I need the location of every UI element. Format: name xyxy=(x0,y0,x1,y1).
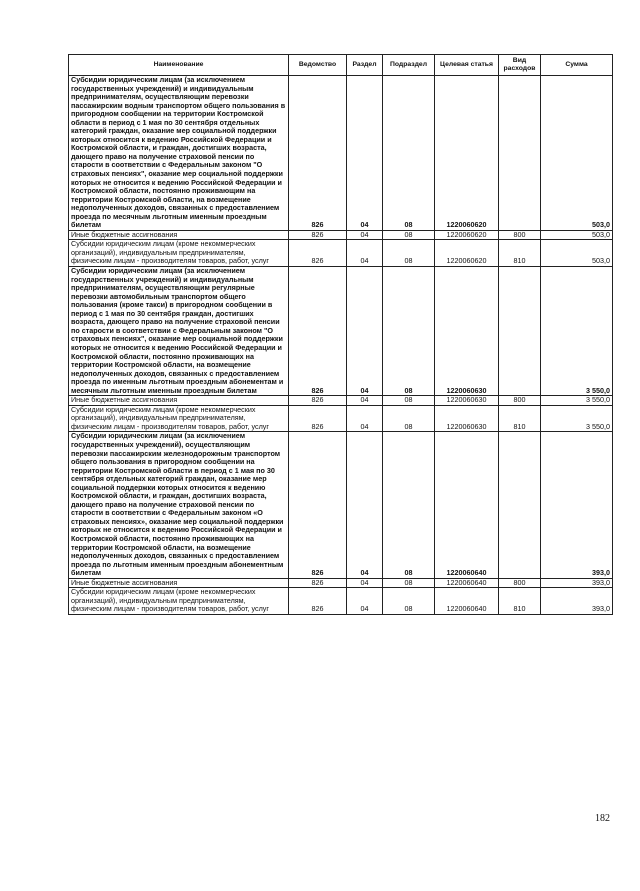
cell-target-article: 1220060640 xyxy=(435,432,499,578)
cell-sum: 3 550,0 xyxy=(541,405,613,432)
cell-sum: 393,0 xyxy=(541,432,613,578)
cell-subsection: 08 xyxy=(383,588,435,615)
cell-name: Иные бюджетные ассигнования xyxy=(69,396,289,406)
cell-subsection: 08 xyxy=(383,76,435,231)
cell-expense-type: 800 xyxy=(499,230,541,240)
cell-department: 826 xyxy=(289,267,347,396)
cell-sum: 503,0 xyxy=(541,230,613,240)
header-subsection: Подраздел xyxy=(383,55,435,76)
cell-name: Субсидии юридическим лицам (за исключением государственных учреждений), осуществляющим перевозки пассажирским железнодорожным транспортом общего пользования в пригородном сообщении на территории Костромской области в период с 1 мая по 30 сентября отдельных категорий граждан, оказание мер социальной поддержки которых относится к ведению Костромской области, и граждан, достигших возраста, дающего право на получение страховой пенсии по старости в соответствии с Федеральным законом «О страховых пенсиях», оказание мер социальной поддержки которых не относится к ведению Российской Федерации и Костромской области, постоянно проживающих на территории Костромской области, на возмещение недополученных доходов, связанных с предоставлением проезда по льготным именным проездным абонементным билетам xyxy=(69,432,289,578)
cell-subsection: 08 xyxy=(383,432,435,578)
table-body xyxy=(69,76,613,615)
table-row xyxy=(69,396,613,406)
cell-sum: 3 550,0 xyxy=(541,396,613,406)
header-name: Наименование xyxy=(69,55,289,76)
table-row xyxy=(69,588,613,615)
cell-name: Иные бюджетные ассигнования xyxy=(69,230,289,240)
table-row xyxy=(69,240,613,267)
table-row xyxy=(69,405,613,432)
cell-department: 826 xyxy=(289,432,347,578)
cell-sum: 503,0 xyxy=(541,76,613,231)
cell-name: Субсидии юридическим лицам (за исключением государственных учреждений) и индивидуальным предпринимателям, осуществляющим перевозки пассажирским водным транспортом общего пользования в пригородном сообщении на территории Костромской области в период с 1 мая по 30 сентября отдельных категорий граждан, оказание мер социальной поддержки которых относится к ведению Российской Федерации и Костромской области, и граждан, достигших возраста, дающего право на получение страховой пенсии по старости в соответствии с Федеральным законом "О страховых пенсиях", оказание мер социальной поддержки которых не относится к ведению Российской Федерации и Костромской области, постоянно проживающим на территории Костромской области, на возмещение недополученных доходов, связанных с предоставлением проезда по месячным льготным именным проездным билетам xyxy=(69,76,289,231)
cell-target-article: 1220060630 xyxy=(435,396,499,406)
page-number: 182 xyxy=(595,813,610,824)
cell-subsection: 08 xyxy=(383,578,435,588)
cell-target-article: 1220060640 xyxy=(435,578,499,588)
cell-expense-type: 810 xyxy=(499,588,541,615)
cell-subsection: 08 xyxy=(383,267,435,396)
cell-subsection: 08 xyxy=(383,240,435,267)
cell-name: Субсидии юридическим лицам (кроме некоммерческих организаций), индивидуальным предпринимателям, физическим лицам - производителям товаров, работ, услуг xyxy=(69,240,289,267)
cell-target-article: 1220060630 xyxy=(435,405,499,432)
table-row xyxy=(69,76,613,231)
table-row xyxy=(69,578,613,588)
cell-section: 04 xyxy=(347,578,383,588)
cell-section: 04 xyxy=(347,240,383,267)
cell-subsection: 08 xyxy=(383,405,435,432)
cell-expense-type: 800 xyxy=(499,396,541,406)
header-expense-type: Вид расходов xyxy=(499,55,541,76)
cell-section: 04 xyxy=(347,588,383,615)
cell-department: 826 xyxy=(289,396,347,406)
cell-expense-type: 810 xyxy=(499,405,541,432)
cell-section: 04 xyxy=(347,432,383,578)
budget-table xyxy=(68,54,613,615)
cell-name: Иные бюджетные ассигнования xyxy=(69,578,289,588)
cell-section: 04 xyxy=(347,267,383,396)
cell-sum: 393,0 xyxy=(541,578,613,588)
cell-sum: 503,0 xyxy=(541,240,613,267)
cell-target-article: 1220060620 xyxy=(435,76,499,231)
cell-section: 04 xyxy=(347,405,383,432)
cell-expense-type: 810 xyxy=(499,240,541,267)
cell-expense-type xyxy=(499,76,541,231)
cell-subsection: 08 xyxy=(383,396,435,406)
header-sum: Сумма xyxy=(541,55,613,76)
cell-name: Субсидии юридическим лицам (за исключением государственных учреждений) и индивидуальным предпринимателям, осуществляющим регулярные перевозки автомобильным транспортом общего пользования (кроме такси) в пригородном сообщении в период с 1 мая по 30 сентября граждан, достигших возраста, дающего право на получение страховой пенсии по старости в соответствии с Федеральным законом "О страховых пенсиях", оказание мер социальной поддержки которых не относится к ведению Российской Федерации и Костромской области, постоянно проживающих на территории Костромской области, на возмещение недополученных доходов, связанных с предоставлением проезда по именным льготным проездным абонементам и месячным льготным именным проездным билетам xyxy=(69,267,289,396)
cell-department: 826 xyxy=(289,578,347,588)
header-department: Ведомство xyxy=(289,55,347,76)
cell-section: 04 xyxy=(347,396,383,406)
cell-expense-type: 800 xyxy=(499,578,541,588)
cell-department: 826 xyxy=(289,76,347,231)
cell-sum: 393,0 xyxy=(541,588,613,615)
table-row xyxy=(69,267,613,396)
cell-department: 826 xyxy=(289,230,347,240)
cell-expense-type xyxy=(499,432,541,578)
cell-name: Субсидии юридическим лицам (кроме некоммерческих организаций), индивидуальным предпринимателям, физическим лицам - производителям товаров, работ, услуг xyxy=(69,405,289,432)
cell-target-article: 1220060620 xyxy=(435,230,499,240)
cell-expense-type xyxy=(499,267,541,396)
cell-sum: 3 550,0 xyxy=(541,267,613,396)
cell-section: 04 xyxy=(347,76,383,231)
header-target-article: Целевая статья xyxy=(435,55,499,76)
cell-department: 826 xyxy=(289,405,347,432)
cell-target-article: 1220060630 xyxy=(435,267,499,396)
cell-name: Субсидии юридическим лицам (кроме некоммерческих организаций), индивидуальным предпринимателям, физическим лицам - производителям товаров, работ, услуг xyxy=(69,588,289,615)
header-section: Раздел xyxy=(347,55,383,76)
cell-target-article: 1220060620 xyxy=(435,240,499,267)
cell-target-article: 1220060640 xyxy=(435,588,499,615)
cell-department: 826 xyxy=(289,240,347,267)
cell-subsection: 08 xyxy=(383,230,435,240)
cell-section: 04 xyxy=(347,230,383,240)
cell-department: 826 xyxy=(289,588,347,615)
table-header-row xyxy=(69,55,613,76)
table-row xyxy=(69,432,613,578)
table-row xyxy=(69,230,613,240)
